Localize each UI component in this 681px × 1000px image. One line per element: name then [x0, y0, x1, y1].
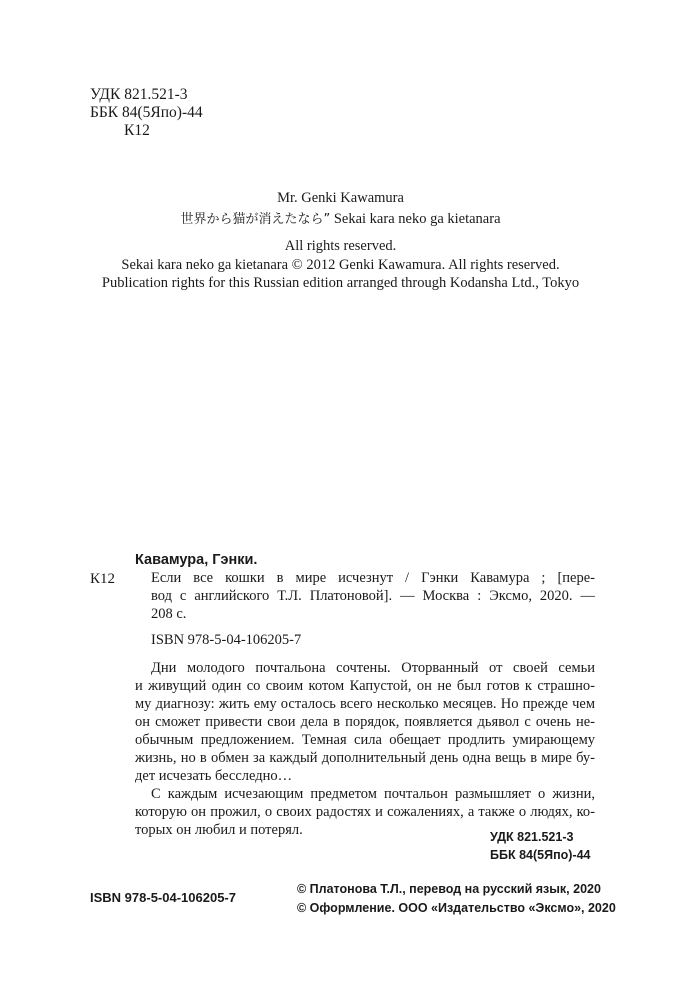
- isbn: ISBN 978-5-04-106205-7: [90, 890, 236, 905]
- copyright-translation: © Платонова Т.Л., перевод на русский язык, 2020: [297, 882, 601, 896]
- annotation-line: жизнь, но в обмен за каждый дополнительный день одна вещь в мире бу-: [135, 750, 595, 766]
- catalog-author: Кавамура, Гэнки.: [135, 552, 258, 568]
- author-sign: К12: [124, 122, 150, 139]
- annotation-line: Дни молодого почтальона сочтены. Оторванный от своей семьи: [151, 660, 595, 676]
- copyright-design: © Оформление. ООО «Издательство «Эксмо», 2020: [297, 901, 616, 915]
- original-title: [0, 209, 681, 230]
- original-edition: [0, 188, 681, 230]
- bib-line: Если все кошки в мире исчезнут / Гэнки Кавамура ; [пере-: [151, 570, 595, 586]
- bib-line: вод с английского Т.Л. Платоновой]. — Москва : Эксмо, 2020. —: [151, 588, 595, 604]
- rights-line: Sekai kara neko ga kietanara © 2012 Genki Kawamura. All rights reserved.: [121, 256, 560, 273]
- annotation-line: и живущий один со своим котом Капустой, он не был готов к страшно-: [135, 678, 595, 694]
- bib-line: 208 с.: [151, 606, 187, 622]
- rights-notice: [0, 237, 681, 293]
- card-classification-codes: [490, 828, 591, 864]
- catalog-card: [135, 551, 595, 839]
- bbk-code: ББК 84(5Япо)-44: [490, 848, 591, 862]
- annotation-line: обычным предложением. Темная сила обещает продлить умирающему: [135, 732, 595, 748]
- original-title-japanese: 世界から猫が消えたなら”: [180, 212, 331, 227]
- copyright-notices: [297, 880, 616, 918]
- udk-code: УДК 821.521-3: [490, 830, 574, 844]
- annotation-line: дет исчезать бесследно…: [135, 768, 293, 784]
- original-author: Mr. Genki Kawamura: [277, 190, 404, 206]
- rights-line: Publication rights for this Russian edition arranged through Kodansha Ltd., Tokyo: [101, 275, 580, 291]
- top-classification-codes: [90, 86, 203, 140]
- udk-code: УДК 821.521-3: [90, 86, 188, 103]
- annotation-line: он сможет привести свои дела в порядок, появляется дьявол с очень не-: [135, 714, 595, 730]
- annotation-paragraph: [135, 659, 595, 785]
- rights-line: All rights reserved.: [284, 238, 397, 254]
- catalog-author-sign: К12: [90, 571, 116, 587]
- annotation-line: му диагнозу: жить ему осталось всего несколько месяцев. Но прежде чем: [135, 696, 595, 712]
- annotation-line: торых он любил и потерял.: [135, 822, 303, 838]
- catalog-isbn: ISBN 978-5-04-106205-7: [151, 632, 302, 648]
- annotation-line: которую он прожил, о своих радостях и сожалениях, а также о людях, ко-: [135, 804, 595, 820]
- annotation-line: С каждым исчезающим предметом почтальон размышляет о жизни,: [151, 786, 595, 802]
- original-title-romaji: Sekai kara neko ga kietanara: [333, 211, 501, 227]
- bbk-code: ББК 84(5Япо)-44: [90, 104, 203, 121]
- bibliographic-description: [135, 569, 595, 623]
